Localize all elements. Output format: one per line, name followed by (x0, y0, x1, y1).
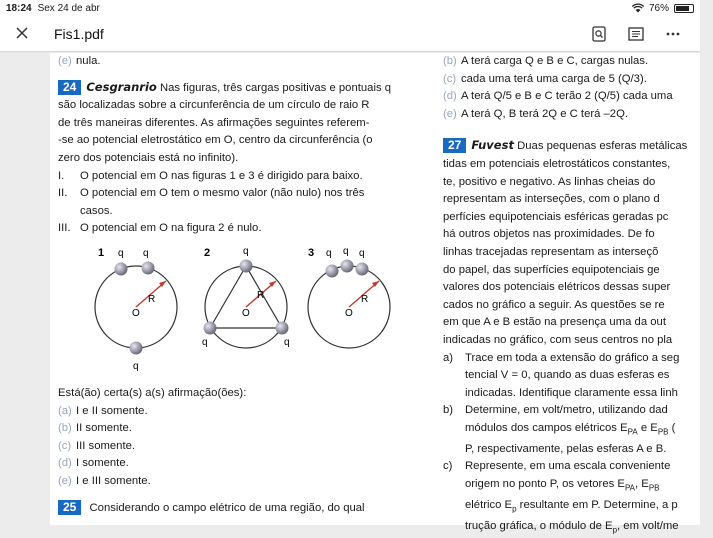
question-24: 24 Cesgranrio Nas figuras, três cargas positivas e pontuais q são localizadas sobre a circunferência de um círculo de raio R de três maneiras diferentes. As afirmações seguintes referem- -se ao potencial eletrostático em O, centro da circunferência (o zero dos potenciais está no infinito). I. O potencial em O nas figuras 1 e 3 é dirigido para baixo. II. O potencial em O tem o mesmo valor (não nulo) nos três casos. III. O potencial em O na figura 2 é nulo. 1 q q q R O 2 q q q R O 3 q q q R O Está(ão) certa(s) a(s) afirmação(ões): (a) I e II somente. (b) II somente. (c) III somente. (d) I somente. (e) I e III somente. (58, 79, 453, 491)
question-number-27: 27 (443, 138, 466, 153)
option-b-right: (b) A terá carga Q e B e C, cargas nulas. (443, 55, 649, 67)
close-icon (16, 27, 28, 39)
svg-text:q: q (284, 336, 290, 348)
pdf-page[interactable] (50, 53, 700, 534)
svg-text:q: q (133, 360, 139, 372)
statement-2: II. O potencial em O tem o mesmo valor (não nulo) nos três (58, 187, 365, 200)
status-right (632, 3, 694, 14)
svg-text:q: q (359, 247, 365, 259)
svg-text:q: q (202, 336, 208, 348)
charge-ball (142, 261, 155, 274)
figure-label-3: 3 (308, 246, 315, 259)
left-column (58, 53, 453, 517)
option-c-right: (c) cada uma terá uma carga de 5 (Q/3). (443, 72, 647, 85)
svg-text:O: O (242, 307, 250, 319)
option-a[interactable]: (a) I e II somente. (58, 404, 148, 417)
close-button[interactable] (0, 23, 44, 44)
battery-percent: 76% (648, 2, 669, 14)
question-number-25: 25 (58, 500, 81, 515)
charge-figures (58, 242, 448, 382)
question-source: Cesgranrio (86, 79, 157, 94)
svg-text:q: q (143, 247, 149, 259)
item-a: a) Trace em toda a extensão do gráfico a seg (443, 351, 680, 364)
statement-1: I. O potencial em O nas figuras 1 e 3 é dirigido para baixo. (58, 169, 363, 182)
svg-text:R: R (257, 289, 265, 301)
option-d[interactable]: (d) I somente. (58, 457, 129, 470)
more-dots-icon (666, 32, 680, 36)
charge-ball (204, 321, 217, 334)
question-source-27: Fuvest (471, 138, 514, 153)
svg-text:q: q (326, 247, 332, 259)
question-number-24: 24 (58, 80, 81, 95)
item-b: b) Determine, em volt/metro, utilizando dad (443, 404, 668, 417)
svg-text:q: q (118, 247, 124, 259)
question-27: 27 Fuvest Duas pequenas esferas metálicas tidas em potenciais eletrostáticos constantes, te, positivo e negativo. As linhas cheias do representam as interseções, com o plano d perfícies equipotenciais esféricas geradas pc há outros objetos nas proximidades. De fo linhas tracejadas representam as interseçõ do papel, das superfícies equipotenciais ge valores dos potenciais elétricos dessas super cados no gráfico a seguir. As questões se re em que A e B estão na presença uma da out indicadas no gráfico, com seus centros no pla a) Trace em toda a extensão do gráfico a seg tencial V = 0, quando as duas esferas es indicadas. Identifique claramente essa linh b) Determine, em volt/metro, utilizando dad módulos dos campos elétricos $E_{PA}$ e $E_{PB}$ ( P, respectivamente, pelas esferas A e B. c) Represente, em uma escala conveniente origem no ponto P, os vetores $E_{PA}$, $E_{PB}$ elétrico $E_p$ resultante em P. Determine, a p trução gráfica, o módulo de $E_p$, em volt/me (443, 137, 713, 538)
statement-2-cont: casos. (80, 204, 113, 217)
figure-1 (95, 247, 177, 372)
wifi-icon (632, 4, 644, 13)
svg-text:R: R (148, 293, 156, 305)
option-c[interactable]: (c) III somente. (58, 439, 136, 452)
figure-label-2: 2 (204, 246, 211, 259)
option-b[interactable]: (b) II somente. (58, 422, 132, 435)
document-title: Fis1.pdf (54, 25, 104, 42)
svg-text:q: q (243, 245, 249, 257)
charge-ball (240, 259, 253, 272)
charge-ball (115, 262, 128, 275)
question-25: 25 Considerando o campo elétrico de uma região, do qual (58, 500, 453, 518)
charge-ball (341, 259, 354, 272)
charge-ball (276, 321, 289, 334)
status-date: Sex 24 de abr (37, 2, 100, 14)
search-document-button[interactable] (592, 26, 606, 42)
status-time: 18:24 (6, 2, 32, 14)
item-c: c) Represente, em uma escala conveniente (443, 460, 671, 473)
charge-ball (326, 264, 339, 277)
figure-2 (202, 246, 290, 348)
more-options-button[interactable] (666, 32, 680, 36)
svg-text:O: O (345, 307, 353, 319)
svg-text:q: q (343, 245, 349, 257)
status-bar (0, 0, 700, 16)
option-e-right: (e) A terá Q, B terá 2Q e C terá –2Q. (443, 107, 629, 120)
statement-3: III. O potencial em O na figura 2 é nulo. (58, 222, 262, 235)
svg-text:O: O (132, 307, 140, 319)
right-column (443, 53, 713, 538)
comments-button[interactable] (628, 27, 644, 41)
charge-ball (356, 262, 369, 275)
charge-ball (130, 341, 143, 354)
toolbar-actions (592, 26, 680, 42)
document-search-icon (592, 26, 606, 42)
figure-label-1: 1 (98, 246, 105, 259)
pdf-toolbar (0, 16, 700, 52)
battery-icon (674, 4, 694, 13)
option-d-right: (d) A terá Q/5 e B e C terão 2 (Q/5) cada uma (443, 90, 673, 103)
figure-3 (308, 246, 390, 348)
comment-list-icon (628, 27, 644, 41)
question-prompt: Está(ão) certa(s) a(s) afirmação(ões): (58, 386, 247, 399)
option-e[interactable]: (e) I e III somente. (58, 474, 151, 487)
previous-option: (e) nula. (58, 55, 101, 67)
svg-text:R: R (361, 293, 369, 305)
